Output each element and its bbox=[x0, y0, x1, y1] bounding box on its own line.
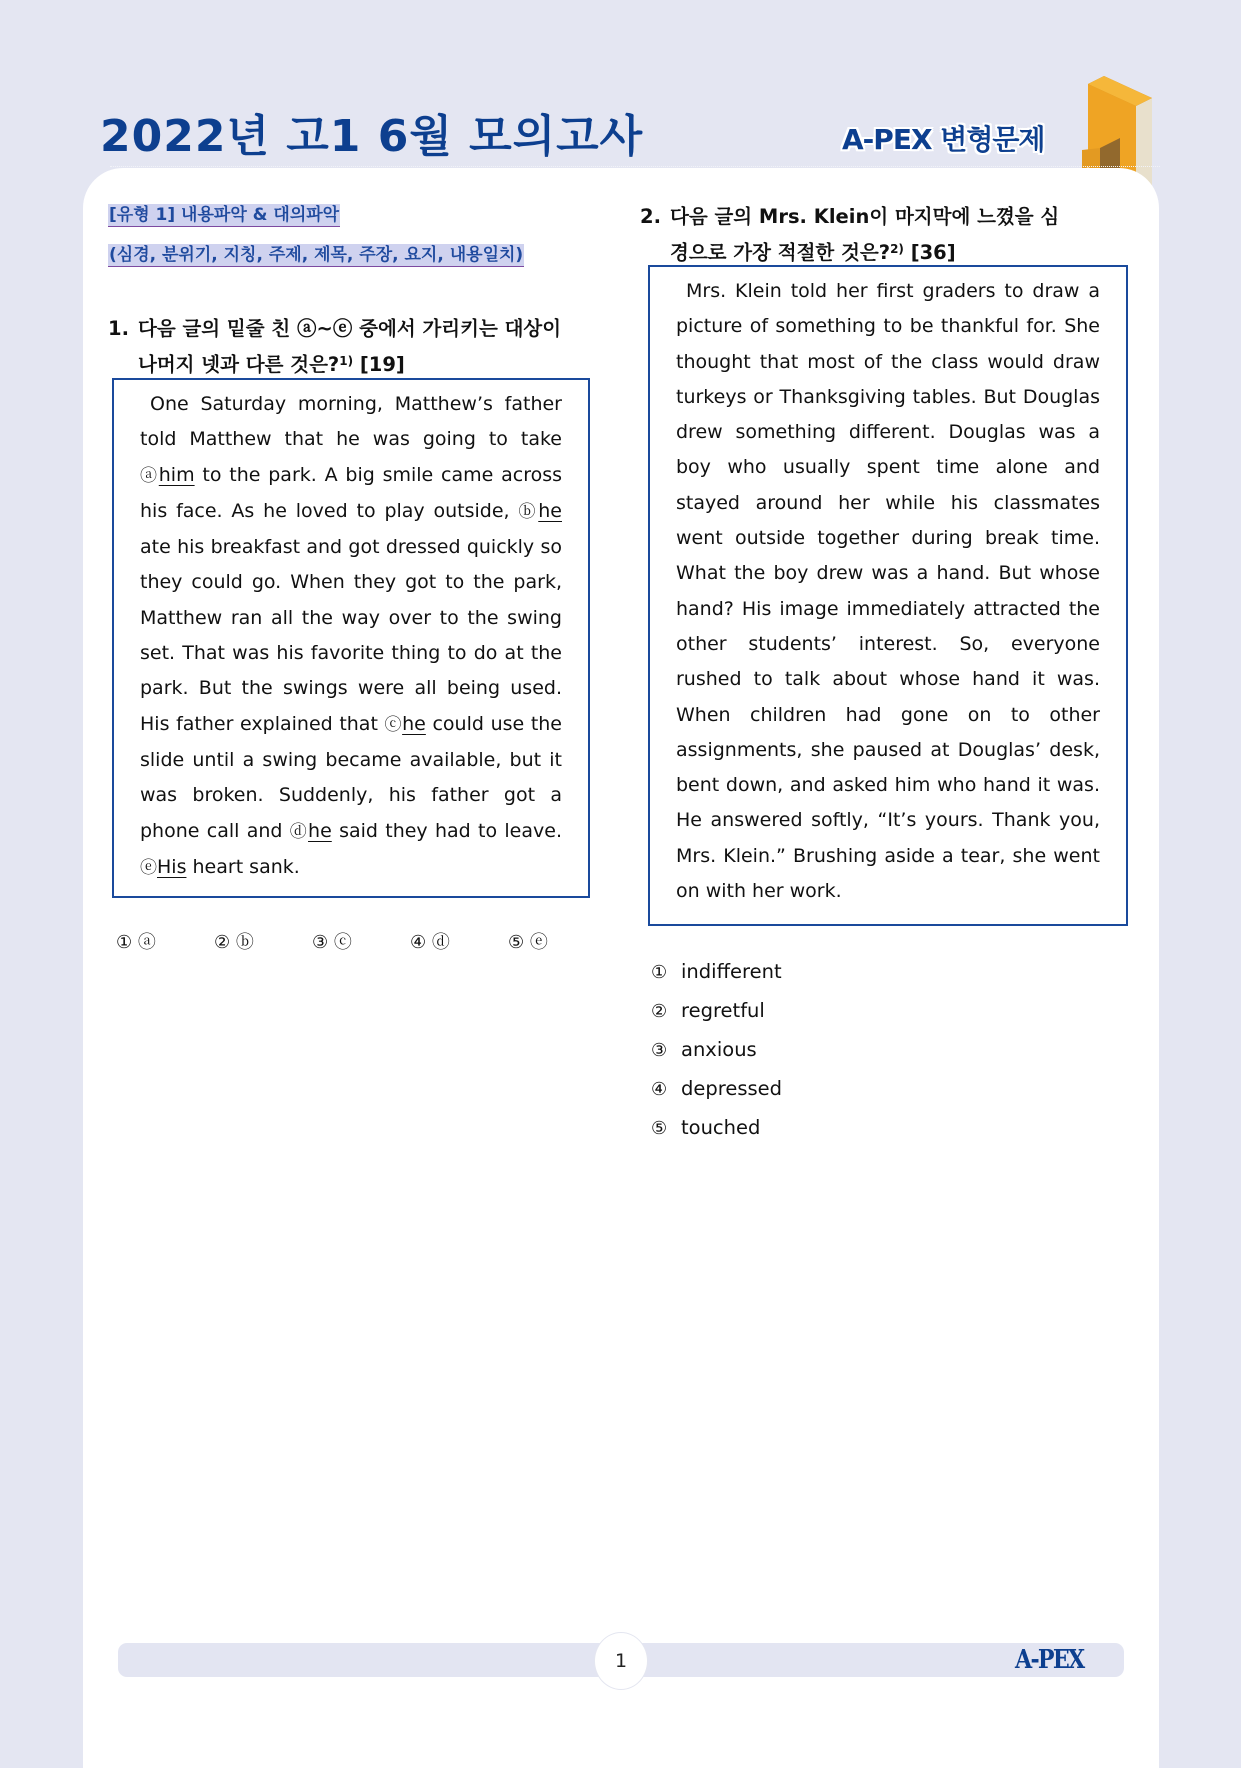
question-1-passage: One Saturday morning, Matthew’s father told Matthew that he was going to take ⓐhim to the park. A big smile came across his face. As he loved to play outside, ⓑhe ate his breakfast and got dressed quickly so they could go. When they got to the park, Matthew ran all the way over to the swing set. That was his favorite thing to do at the park. But the swings were all being used. His father explained that ⓒhe could use the slide until a swing became available, but it was broken. Suddenly, his father got a phone call and ⓓhe said they had to leave. ⓔHis heart sank. bbox=[112, 378, 590, 898]
page-title: 2022년 고1 6월 모의고사 bbox=[100, 111, 644, 162]
question-2-title: 2. 다음 글의 Mrs. Klein이 마지막에 느꼈을 심 경으로 가장 적절한 것은?$^{2)}$ [36] bbox=[640, 205, 1060, 264]
brand-label: A-PEX 변형문제 bbox=[842, 123, 1045, 156]
choice-label: depressed bbox=[681, 1077, 783, 1100]
answer-choice-4[interactable]: ④ ⓓ bbox=[410, 932, 450, 953]
question-type-tag: [유형 1] 내용파악 & 대의파악 bbox=[109, 205, 340, 225]
passage-text: Mrs. Klein told her first graders to draw a picture of something to be thankful for. She thought that most of the class would draw turkeys or Thanksgiving tables. But Douglas drew something different. Douglas was a boy who usually spent time alone and stayed around her while his classmates went outside together during break time. What the boy drew was a hand. But whose hand? His image immediately attracted the other students’ interest. So, everyone rushed to talk about whose hand it was. When children had gone on to other assignments, she paused at Douglas’ desk, bent down, and asked him who hand it was. He answered softly, “It’s yours. Thank you, Mrs. Klein.” Brushing aside a tear, she went on with her work. bbox=[676, 280, 1100, 903]
footnote-ref[interactable]: 1) bbox=[339, 354, 354, 368]
underline-marker: ⓐ bbox=[140, 465, 159, 486]
underlined-word: he bbox=[308, 819, 332, 842]
underlined-word: he bbox=[538, 499, 562, 522]
footnote-ref[interactable]: 2) bbox=[890, 242, 904, 256]
choice-number: ⑤ bbox=[651, 1118, 668, 1139]
underline-marker: ⓒ bbox=[384, 714, 403, 735]
underlined-word: him bbox=[158, 463, 195, 486]
answer-choice-1[interactable] bbox=[651, 952, 782, 991]
choice-label: indifferent bbox=[681, 960, 782, 983]
question-type-subtag: (심경, 분위기, 지칭, 주제, 제목, 주장, 요지, 내용일치) bbox=[109, 245, 524, 265]
footer-logo: A-PEX bbox=[1015, 1645, 1084, 1675]
answer-choice-3[interactable] bbox=[651, 1030, 782, 1069]
choice-number: ① bbox=[651, 962, 668, 983]
underline-marker: ⓔ bbox=[140, 857, 157, 878]
answer-choice-1[interactable]: ① ⓐ bbox=[116, 932, 156, 953]
answer-choice-5[interactable] bbox=[651, 1108, 782, 1147]
underlined-word: His bbox=[157, 855, 187, 878]
underline-marker: ⓑ bbox=[518, 501, 539, 522]
answer-choice-5[interactable]: ⑤ ⓔ bbox=[508, 932, 548, 953]
divider bbox=[110, 166, 1160, 167]
question-2-passage bbox=[648, 265, 1128, 926]
answer-choice-2[interactable]: ② ⓑ bbox=[214, 932, 254, 953]
answer-choice-3[interactable]: ③ ⓒ bbox=[312, 932, 352, 953]
underline-marker: ⓓ bbox=[289, 821, 309, 842]
underlined-word: he bbox=[402, 712, 426, 735]
question-1-title: 1. 다음 글의 밑줄 친 ⓐ~ⓔ 중에서 가리키는 대상이 나머지 넷과 다른 것은?$^{1)}$ [19] bbox=[108, 317, 562, 376]
choice-number: ② bbox=[651, 1001, 668, 1022]
answer-choice-4[interactable] bbox=[651, 1069, 782, 1108]
choice-label: touched bbox=[681, 1116, 761, 1139]
choice-label: anxious bbox=[681, 1038, 757, 1061]
answer-choice-2[interactable] bbox=[651, 991, 782, 1030]
choice-number: ③ bbox=[651, 1040, 668, 1061]
page-number: 1 bbox=[594, 1632, 648, 1690]
question-1-choices bbox=[116, 928, 606, 954]
question-2-choices bbox=[651, 952, 782, 1147]
choice-label: regretful bbox=[681, 999, 765, 1022]
choice-number: ④ bbox=[651, 1079, 668, 1100]
